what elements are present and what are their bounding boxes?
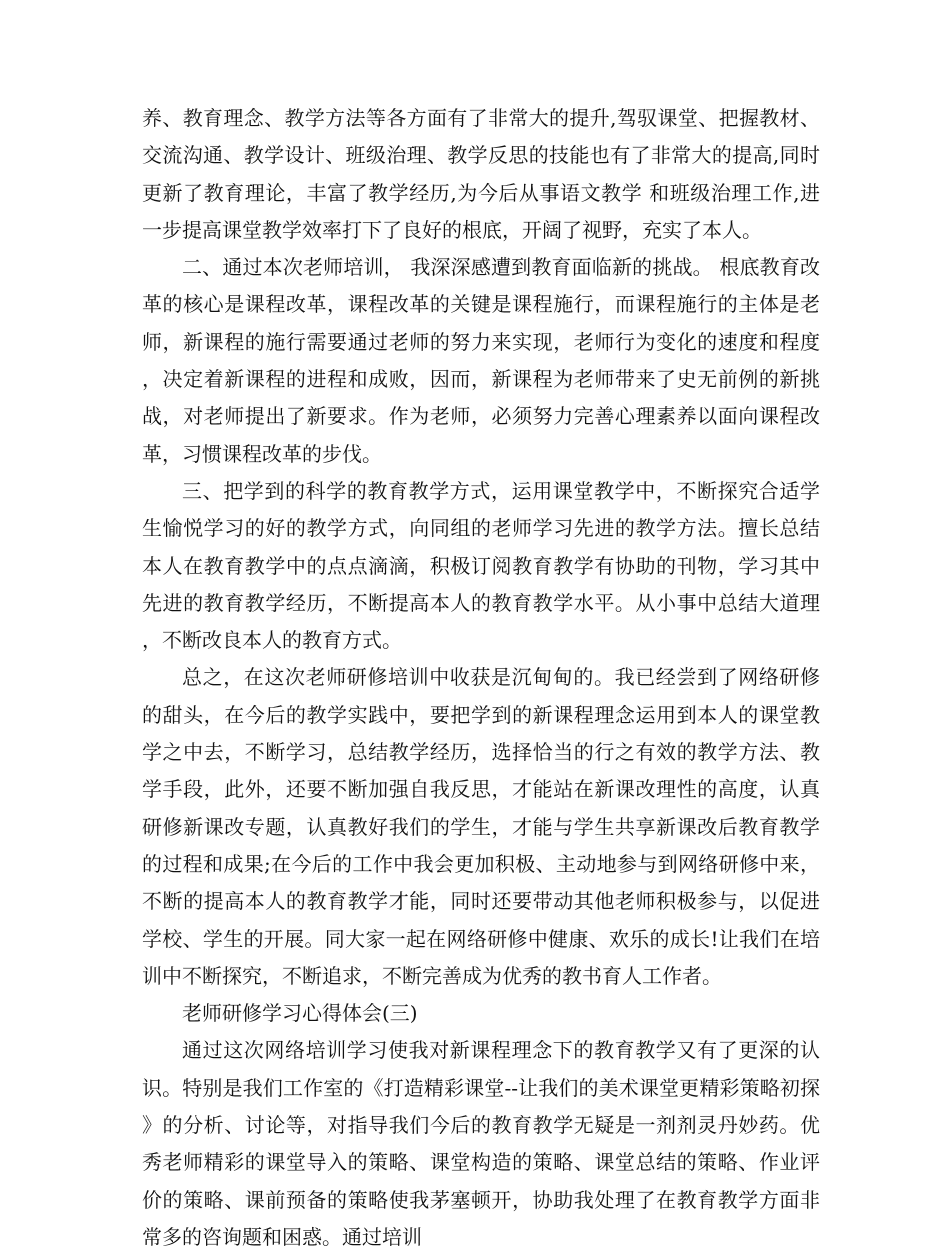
paragraph-5: 通过这次网络培训学习使我对新课程理念下的教育教学又有了更深的认识。特别是我们工作室的《打造精彩课堂--让我们的美术课堂更精彩策略初探》的分析、讨论等，对指导我们今后的教育教学无疑是一剂剂灵丹妙药。优秀老师精彩的课堂导入的策略、课堂构造的策略、课堂总结的策略、作业评价的策略、课前预备的策略使我茅塞顿开，协助我处理了在教育教学方面非常多的咨询题和困惑。通过培训 <box>142 1038 820 1249</box>
paragraph-1: 养、教育理念、教学方法等各方面有了非常大的提升,驾驭课堂、把握教材、交流沟通、教学设计、班级治理、教学反思的技能也有了非常大的提高,同时更新了教育理论，丰富了教学经历,为今后从事语文教学 和班级治理工作,进一步提高课堂教学效率打下了良好的根底，开阔了视野，充实了本人。 <box>142 106 820 242</box>
paragraph-3: 三、把学到的科学的教育教学方式，运用课堂教学中，不断探究合适学生愉悦学习的好的教学方式，向同组的老师学习先进的教学方法。擅长总结本人在教育教学中的点点滴滴，积极订阅教育教学有协助的刊物，学习其中先进的教育教学经历，不断提高本人的教育教学水平。从小事中总结大道理，不断改良本人的教育方式。 <box>142 478 820 653</box>
document-body <box>142 100 820 1256</box>
paragraph-2: 二、通过本次老师培训， 我深深感遭到教育面临新的挑战。 根底教育改革的核心是课程改革，课程改革的关键是课程施行，而课程施行的主体是老师，新课程的施行需要通过老师的努力来实现，老师行为变化的速度和程度，决定着新课程的进程和成败，因而，新课程为老师带来了史无前例的新挑战，对老师提出了新要求。作为老师，必须努力完善心理素养以面向课程改革，习惯课程改革的步伐。 <box>142 255 820 466</box>
paragraph-4: 总之，在这次老师研修培训中收获是沉甸甸的。我已经尝到了网络研修的甜头，在今后的教学实践中，要把学到的新课程理念运用到本人的课堂教学之中去，不断学习，总结教学经历，选择恰当的行之有效的教学方法、教学手段，此外，还要不断加强自我反思，才能站在新课改理性的高度，认真研修新课改专题，认真教好我们的学生，才能与学生共享新课改后教育教学的过程和成果;在今后的工作中我会更加积极、主动地参与到网络研修中来，不断的提高本人的教育教学才能，同时还要带动其他老师积极参与，以促进学校、学生的开展。同大家一起在网络研修中健康、欢乐的成长!让我们在培训中不断探究，不断追求，不断完善成为优秀的教书育人工作者。 <box>142 665 820 988</box>
section-heading: 老师研修学习心得体会(三) <box>182 1001 418 1026</box>
